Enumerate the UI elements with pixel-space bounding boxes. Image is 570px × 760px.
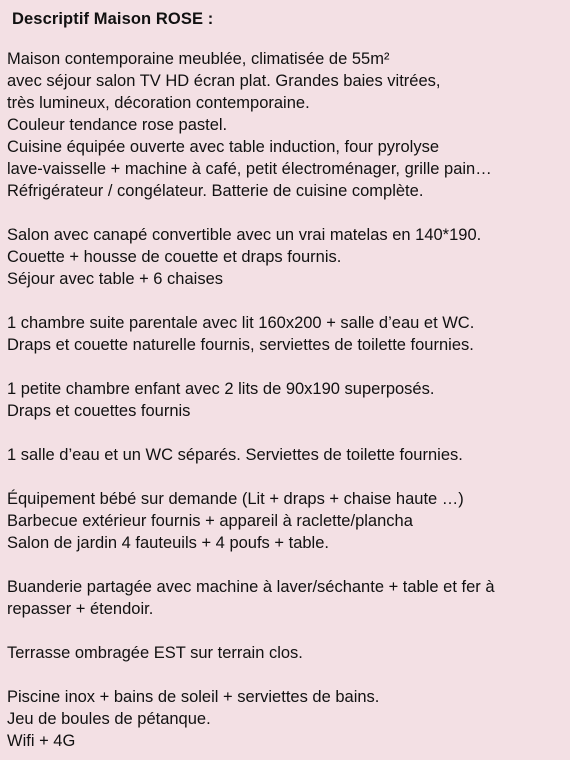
text-line: Piscine inox + bains de soleil + serviettes de bains. <box>7 688 380 706</box>
paragraph-pool-extras <box>7 686 570 752</box>
text-line: Wifi + 4G <box>7 732 76 750</box>
paragraph-laundry <box>7 576 570 620</box>
text-line: Draps et couettes fournis <box>7 402 191 420</box>
paragraph-bathroom <box>7 444 570 466</box>
text-line: Séjour avec table + 6 chaises <box>7 270 224 288</box>
text-line: repasser + étendoir. <box>7 600 154 618</box>
paragraph-child-bedroom <box>7 378 570 422</box>
text-line: Barbecue extérieur fournis + appareil à raclette/plancha <box>7 512 413 530</box>
text-line: avec séjour salon TV HD écran plat. Grandes baies vitrées, <box>7 72 441 90</box>
text-line: Équipement bébé sur demande (Lit + draps + chaise haute …) <box>7 490 464 508</box>
paragraph-terrace <box>7 642 570 664</box>
text-line: 1 petite chambre enfant avec 2 lits de 90x190 superposés. <box>7 380 435 398</box>
text-line: très lumineux, décoration contemporaine. <box>7 94 310 112</box>
paragraph-living-room <box>7 224 570 290</box>
text-line: Cuisine équipée ouverte avec table induction, four pyrolyse <box>7 138 440 156</box>
text-line: Jeu de boules de pétanque. <box>7 710 211 728</box>
text-line: 1 chambre suite parentale avec lit 160x200 + salle d’eau et WC. <box>7 314 475 332</box>
text-line: Salon de jardin 4 fauteuils + 4 poufs + table. <box>7 534 329 552</box>
text-line: Salon avec canapé convertible avec un vrai matelas en 140*190. <box>7 226 482 244</box>
text-line: Couette + housse de couette et draps fournis. <box>7 248 342 266</box>
text-line: Terrasse ombragée EST sur terrain clos. <box>7 644 303 662</box>
paragraph-master-bedroom <box>7 312 570 356</box>
text-line: 1 salle d’eau et un WC séparés. Serviettes de toilette fournies. <box>7 446 463 464</box>
text-line: Maison contemporaine meublée, climatisée de 55m² <box>7 50 390 68</box>
text-line: Réfrigérateur / congélateur. Batterie de cuisine complète. <box>7 182 424 200</box>
document-title: Descriptif Maison ROSE : <box>12 10 214 28</box>
paragraph-equipment <box>7 488 570 554</box>
text-line: Draps et couette naturelle fournis, serviettes de toilette fournies. <box>7 336 474 354</box>
text-line: lave-vaisselle + machine à café, petit électroménager, grille pain… <box>7 160 492 178</box>
text-line: Buanderie partagée avec machine à laver/séchante + table et fer à <box>7 578 495 596</box>
text-line: Couleur tendance rose pastel. <box>7 116 228 134</box>
paragraph-house-kitchen <box>7 48 570 202</box>
